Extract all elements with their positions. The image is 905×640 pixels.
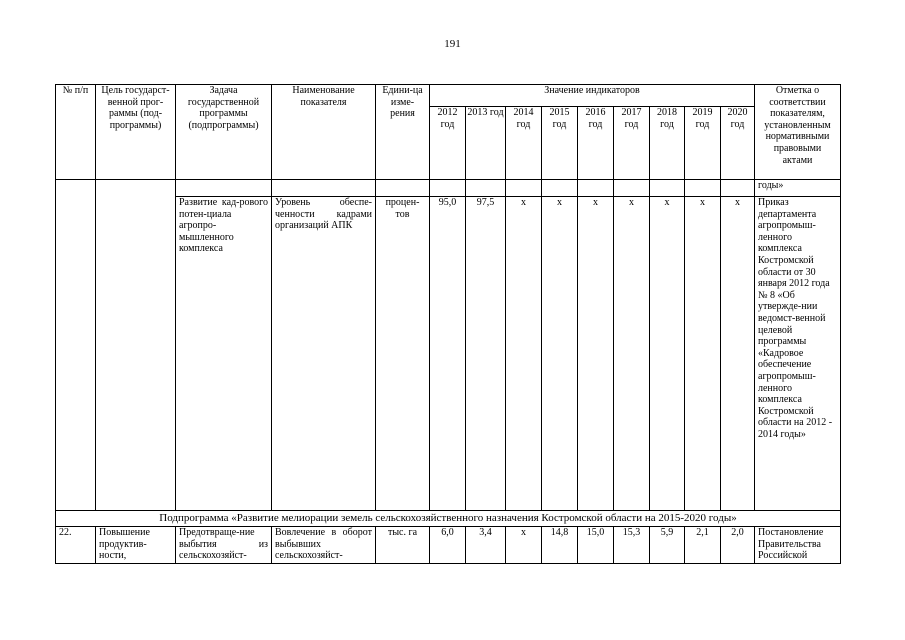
subprogram-title: Подпрограмма «Развитие мелиорации земель сельскохозяйственного назначения Костромской области на 2015-2020 годы» xyxy=(56,511,841,527)
table-row xyxy=(56,527,841,564)
row-value-cell: x xyxy=(721,197,755,511)
header-year: 2013 год xyxy=(466,107,506,180)
row-value-cell: 3,4 xyxy=(466,527,506,564)
row-value-cell: 15,3 xyxy=(614,527,650,564)
row-num-cell xyxy=(56,180,96,511)
row-value-cell: x xyxy=(542,197,578,511)
header-task: Задача государственной программы (подпрограммы) xyxy=(176,85,272,180)
header-year: 2015 год xyxy=(542,107,578,180)
row-goal-cell xyxy=(96,180,176,511)
row-indicator-cell: Вовлечение в оборот выбывших сельскохозяйст- xyxy=(272,527,376,564)
header-year: 2019 год xyxy=(685,107,721,180)
row-value-cell: 5,9 xyxy=(650,527,685,564)
header-unit: Едини-ца изме-рения xyxy=(376,85,430,180)
row-unit-cell: процен-тов xyxy=(376,197,430,511)
row-unit-cell: тыс. га xyxy=(376,527,430,564)
row-value-cell: 97,5 xyxy=(466,197,506,511)
row-note-cell: Постановление Правительства Российской xyxy=(755,527,841,564)
header-year: 2016 год xyxy=(578,107,614,180)
row-indicator-cell: Уровень обеспе-ченности кадрами организаций АПК xyxy=(272,197,376,511)
subprogram-row xyxy=(56,511,841,527)
header-year: 2012 год xyxy=(430,107,466,180)
page-number: 191 xyxy=(444,38,461,50)
header-num: № п/п xyxy=(56,85,96,180)
row-goal-cell: Повышение продуктив-ности, xyxy=(96,527,176,564)
header-goal: Цель государст-венной прог-раммы (под-программы) xyxy=(96,85,176,180)
row-value-cell: 14,8 xyxy=(542,527,578,564)
row-task-cell: Предотвраще-ние выбытия из сельскохозяйст- xyxy=(176,527,272,564)
row-value-cell: 15,0 xyxy=(578,527,614,564)
row-note-cell: Приказ департамента агропромыш-ленного комплекса Костромской области от 30 января 2012 года № 8 «Об утвержде-нии ведомст-венной целевой программы «Кадровое обеспечение агропромыш-ленного комплекса Костромской области на 2012 - 2014 годы» xyxy=(755,197,841,511)
row-note-cell: годы» xyxy=(755,180,841,197)
row-value-cell: x xyxy=(506,197,542,511)
row-value-cell: 95,0 xyxy=(430,197,466,511)
header-values-group: Значение индикаторов xyxy=(430,85,755,107)
row-value-cell: x xyxy=(578,197,614,511)
header-year: 2017 год xyxy=(614,107,650,180)
header-row-1 xyxy=(56,85,841,107)
row-value-cell: 2,1 xyxy=(685,527,721,564)
row-value-cell: x xyxy=(685,197,721,511)
header-year: 2020 год xyxy=(721,107,755,180)
table-row-carry xyxy=(56,180,841,197)
row-value-cell: x xyxy=(614,197,650,511)
row-task-cell: Развитие кад-рового потен-циала агропро-мышленного комплекса xyxy=(176,197,272,511)
header-year: 2014 год xyxy=(506,107,542,180)
header-note: Отметка о соответствии показателям, установленным нормативными правовыми актами xyxy=(755,85,841,180)
header-indicator: Наименование показателя xyxy=(272,85,376,180)
row-value-cell: 2,0 xyxy=(721,527,755,564)
header-year: 2018 год xyxy=(650,107,685,180)
row-value-cell: 6,0 xyxy=(430,527,466,564)
indicators-table xyxy=(55,84,841,564)
row-value-cell: x xyxy=(506,527,542,564)
row-value-cell: x xyxy=(650,197,685,511)
row-num-cell: 22. xyxy=(56,527,96,564)
